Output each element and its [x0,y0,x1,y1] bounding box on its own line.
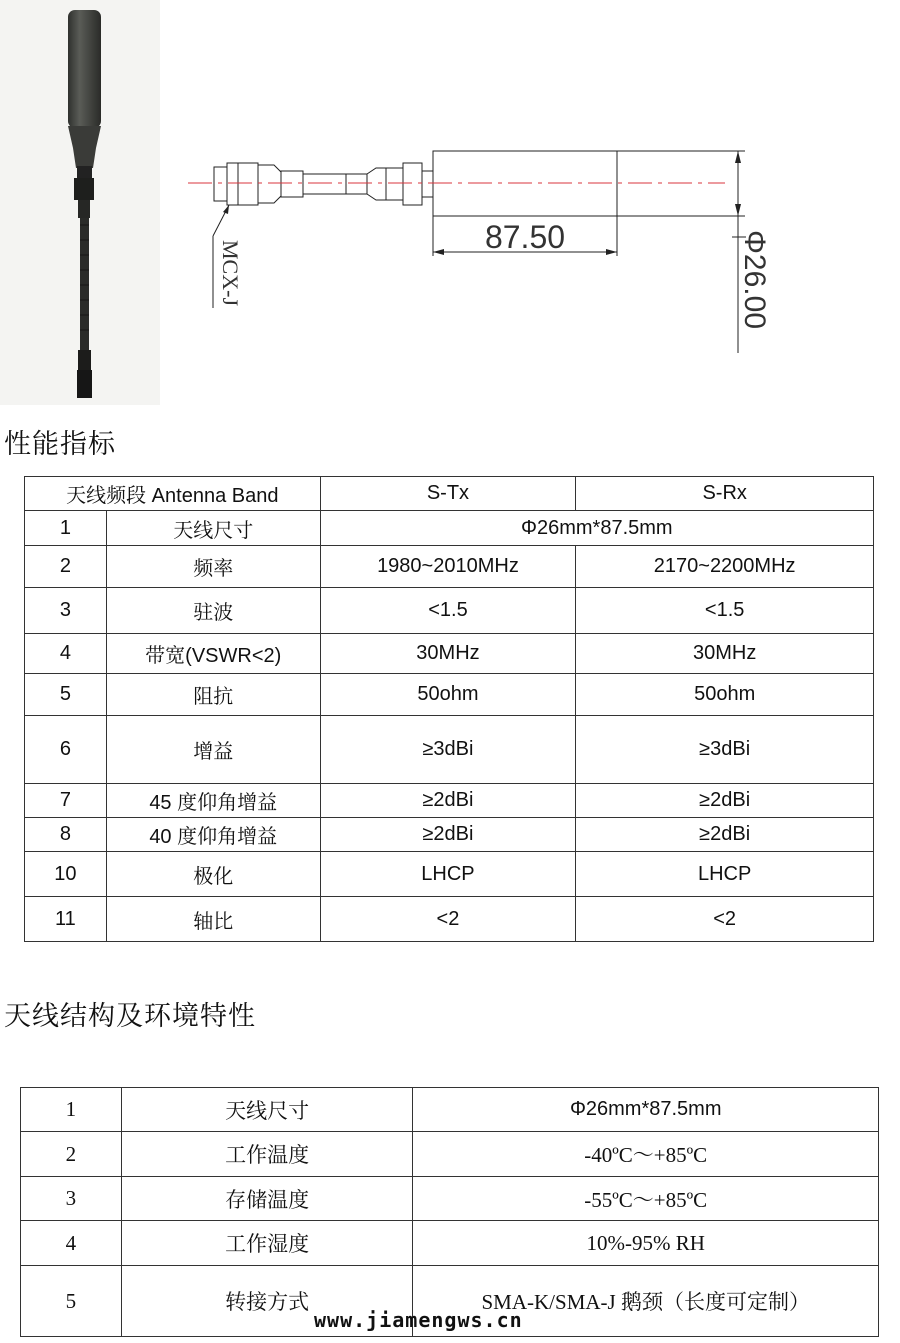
row-param: 极化 [106,852,320,897]
diameter-dimension-label: Φ26.00 [738,230,771,330]
row-number: 7 [25,784,107,818]
header-rx: S-Rx [576,477,874,511]
row-number: 1 [21,1088,122,1132]
row-number: 4 [21,1221,122,1266]
connector-label: MCX-J [218,240,243,307]
performance-table [24,476,874,942]
row-rx-value: ≥2dBi [576,784,874,818]
row-tx-value: 1980~2010MHz [320,546,576,588]
table-row [21,1177,879,1221]
table-row [25,588,874,634]
row-rx-value: ≥2dBi [576,818,874,852]
row-param: 轴比 [106,897,320,942]
table-row [21,1132,879,1177]
row-param: 40 度仰角增益 [106,818,320,852]
table-row [25,674,874,716]
table-row [25,818,874,852]
row-rx-value: LHCP [576,852,874,897]
row-value: SMA-K/SMA-J 鹅颈（长度可定制） [413,1266,879,1337]
section-title-performance: 性能指标 [4,429,116,460]
header-tx: S-Tx [320,477,576,511]
antenna-photo [0,0,160,405]
table-row [21,1221,879,1266]
dimension-drawing [180,130,800,370]
row-number: 1 [25,511,107,546]
row-number: 6 [25,716,107,784]
table-row [25,784,874,818]
row-rx-value: 50ohm [576,674,874,716]
table-row [21,1088,879,1132]
antenna-photo-graphic [0,0,160,405]
table-row [25,897,874,942]
row-number: 3 [21,1177,122,1221]
row-param: 频率 [106,546,320,588]
table-row [25,511,874,546]
row-number: 2 [25,546,107,588]
row-number: 5 [21,1266,122,1337]
row-rx-value: <2 [576,897,874,942]
row-tx-value: <1.5 [320,588,576,634]
row-param: 工作温度 [121,1132,413,1177]
table-header-row [25,477,874,511]
row-number: 8 [25,818,107,852]
row-rx-value: 2170~2200MHz [576,546,874,588]
row-rx-value: ≥3dBi [576,716,874,784]
row-tx-value: ≥2dBi [320,784,576,818]
table-row [25,546,874,588]
row-number: 5 [25,674,107,716]
section-title-structure-environment: 天线结构及环境特性 [4,1001,256,1032]
length-dimension-label: 87.50 [484,219,566,255]
row-value: Φ26mm*87.5mm [320,511,873,546]
row-tx-value: 50ohm [320,674,576,716]
row-param: 驻波 [106,588,320,634]
row-number: 10 [25,852,107,897]
row-tx-value: ≥2dBi [320,818,576,852]
row-value: Φ26mm*87.5mm [413,1088,879,1132]
row-tx-value: ≥3dBi [320,716,576,784]
row-rx-value: 30MHz [576,634,874,674]
watermark-url: www.jiamengws.cn [314,1308,523,1332]
row-param: 转接方式 [121,1266,413,1337]
row-tx-value: 30MHz [320,634,576,674]
row-param: 天线尺寸 [106,511,320,546]
row-param: 阻抗 [106,674,320,716]
row-number: 3 [25,588,107,634]
row-number: 4 [25,634,107,674]
row-tx-value: LHCP [320,852,576,897]
row-number: 2 [21,1132,122,1177]
row-param: 45 度仰角增益 [106,784,320,818]
row-rx-value: <1.5 [576,588,874,634]
header-band: 天线频段 Antenna Band [25,477,321,511]
row-param: 天线尺寸 [121,1088,413,1132]
row-number: 11 [25,897,107,942]
table-row [25,852,874,897]
row-param: 工作湿度 [121,1221,413,1266]
row-value: -55ºC～+85ºC [413,1177,879,1221]
table-row [25,634,874,674]
row-value: -40ºC～+85ºC [413,1132,879,1177]
row-tx-value: <2 [320,897,576,942]
row-param: 增益 [106,716,320,784]
row-param: 带宽(VSWR<2) [106,634,320,674]
structure-environment-table [20,1087,879,1337]
row-value: 10%-95% RH [413,1221,879,1266]
row-param: 存储温度 [121,1177,413,1221]
table-row [25,716,874,784]
